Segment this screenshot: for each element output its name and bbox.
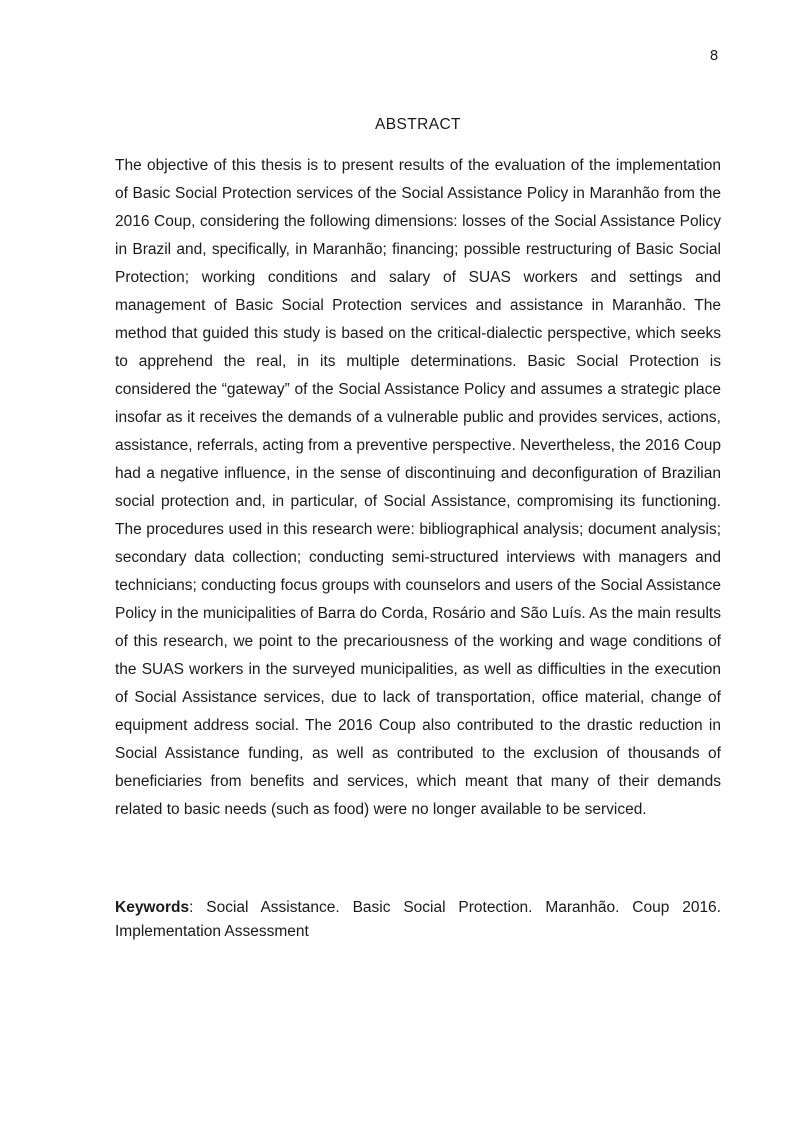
abstract-title: ABSTRACT [375,116,461,133]
keywords-text: : Social Assistance. Basic Social Protection. Maranhão. Coup 2016. Implementation Assessment [115,899,721,940]
keywords-paragraph [115,896,721,944]
abstract-paragraph: The objective of this thesis is to present results of the evaluation of the implementation of Basic Social Protection services of the Social Assistance Policy in Maranhão from the 2016 Coup, considering the following dimensions: losses of the Social Assistance Policy in Brazil and, specifically, in Maranhão; financing; possible restructuring of Basic Social Protection; working conditions and salary of SUAS workers and settings and management of Basic Social Protection services and assistance in Maranhão. The method that guided this study is based on the critical-dialectic perspective, which seeks to apprehend the real, in its multiple determinations. Basic Social Protection is considered the “gateway” of the Social Assistance Policy and assumes a strategic place insofar as it receives the demands of a vulnerable public and provides services, actions, assistance, referrals, acting from a preventive perspective. Nevertheless, the 2016 Coup had a negative influence, in the sense of discontinuing and deconfiguration of Brazilian social protection and, in particular, of Social Assistance, compromising its functioning. The procedures used in this research were: bibliographical analysis; document analysis; secondary data collection; conducting semi-structured interviews with managers and technicians; conducting focus groups with counselors and users of the Social Assistance Policy in the municipalities of Barra do Corda, Rosário and São Luís. As the main results of this research, we point to the precariousness of the working and wage conditions of the SUAS workers in the surveyed municipalities, as well as difficulties in the execution of Social Assistance services, due to lack of transportation, office material, change of equipment address social. The 2016 Coup also contributed to the drastic reduction in Social Assistance funding, as well as contributed to the exclusion of thousands of beneficiaries from benefits and services, which meant that many of their demands related to basic needs (such as food) were no longer available to be serviced. [115,157,721,818]
page-number: 8 [710,48,719,64]
keywords-label: Keywords [115,899,190,916]
